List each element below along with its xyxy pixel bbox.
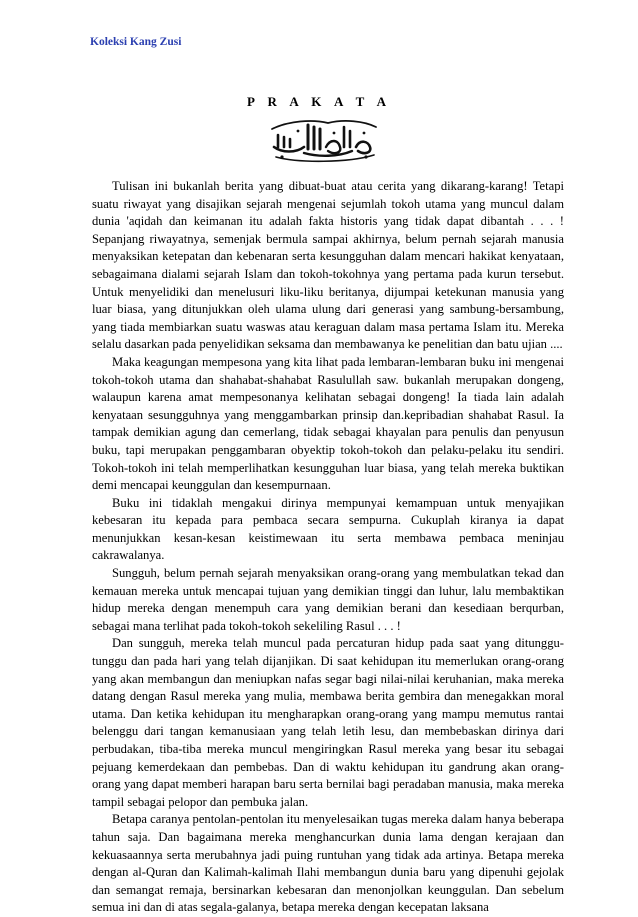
collection-header: Koleksi Kang Zusi bbox=[90, 36, 182, 48]
basmala-calligraphy-image bbox=[268, 117, 380, 163]
paragraph: Sungguh, belum pernah sejarah menyaksikan orang-orang yang membulatkan tekad dan kemauan mereka untuk mencapai tujuan yang demikian tinggi dan luhur, lalu membaktikan hidup mereka dengan menempuh cara yang demikian berani dan kesediaan berqurban, sebagai mana terlihat pada tokoh-tokoh sekeliling Rasul . . . ! bbox=[92, 566, 564, 633]
paragraph: Tulisan ini bukanlah berita yang dibuat-buat atau cerita yang dikarang-karang! Tetapi suatu riwayat yang disajikan sejarah mengenai sejumlah tokoh utama yang muncul dalam dunia 'aqidah dan keimanan itu adalah fakta historis yang tidak dapat dibantah . . . ! Sepanjang riwayatnya, semenjak bermula sampai akhirnya, belum pernah sejarah manusia menyaksikan ketepatan dan kebenaran serta kesungguhan dalam mencari hakikat kenyataan, sebagaimana dialami sejarah Islam dan tokoh-tokohnya yang pertama pada kurun tersebut. Untuk menyelidiki dan menelusuri liku-liku beritanya, dijumpai ketekunan manusia yang luar biasa, yang ditunjukkan oleh ulama ulung dari generasi yang sambung-bersambung, yang tiada membiarkan suatu waswas atau keraguan dalam masa pertama Islam itu. Mereka selalu dasarkan pada penyelidikan seksama dan membawanya ke penelitian dan batu ujian .... bbox=[92, 179, 564, 352]
paragraph: Maka keagungan mempesona yang kita lihat pada lembaran-lembaran buku ini mengenai tokoh-tokoh utama dan shahabat-shahabat Rasulullah saw. bukanlah merupakan dongeng, walaupun karena amat mempesonanya kelihatan sebagai dongeng! Ia tiada lain adalah kenyataan sesungguhnya yang menggambarkan prinsip dan.kepribadian shahabat Rasul. Ia tampak demikian agung dan cemerlang, tidak sebagai khayalan para penulis dan penyusun buku, tapi merupakan penggambaran obyektip tokoh-tokoh dan pelaku-pelaku itu sendiri. Tokoh-tokoh ini telah memperlihatkan kesungguhan luar biasa, yang telah mereka buktikan demi mencapai keunggulan dan kesempurnaan. bbox=[92, 354, 564, 493]
preface-body bbox=[92, 178, 564, 917]
paragraph: Dan sungguh, mereka telah muncul pada percaturan hidup pada saat yang ditunggu-tunggu dan pada hari yang telah dijanjikan. Di saat kehidupan itu memerlukan orang-orang yang akan membangun dan meniupkan nafas segar bagi nilai-nilai keruhanian, maka mereka datang dengan Rasul mereka yang mulia, membawa berita gembira dan menegakkan moral utama. Dan ketika kehidupan itu mengharapkan orang-orang yang mampu memutus rantai belenggu dari tangan kemanusiaan yang telah letih lesu, dan membebaskan dirinya dari perbudakan, tiba-tiba mereka muncul mengiringkan Rasul mereka yang besar itu sebagai pejuang kemerdekaan dan pembebas. Dan di waktu kehidupan itu gandrung akan orang-orang yang dapat memberi harapan baru serta bernilai bagi peradaban manusia, maka mereka tampil sebagai pelopor dan pembuka jalan. bbox=[92, 636, 564, 809]
paragraph: Betapa caranya pentolan-pentolan itu menyelesaikan tugas mereka dalam hanya beberapa tahun saja. Dan bagaimana mereka menghancurkan dunia lama dengan kerajaan dan kekuasaannya serta merubahnya jadi puing runtuhan yang tidak ada artinya. Betapa mereka dengan al-Quran dan Kalimah-kalimah Ilahi membangun dunia baru yang dipenuhi gejolak dan semangat remaja, bersinarkan kebesaran dan menonjolkan keunggulan. Dan sebelum semua ini dan di atas segala-galanya, betapa mereka dengan kecepatan laksana bbox=[92, 812, 564, 915]
paragraph: Buku ini tidaklah mengakui dirinya mempunyai kemampuan untuk menyajikan kebesaran itu kepada para pembaca secara sempurna. Cukuplah kiranya ia dapat menunjukkan kesan-kesan keistimewaan itu serta membawa pembaca meninjau cakrawalanya. bbox=[92, 495, 564, 563]
basmala-calligraphy bbox=[268, 117, 380, 163]
page-title: P R A K A T A bbox=[246, 94, 391, 109]
